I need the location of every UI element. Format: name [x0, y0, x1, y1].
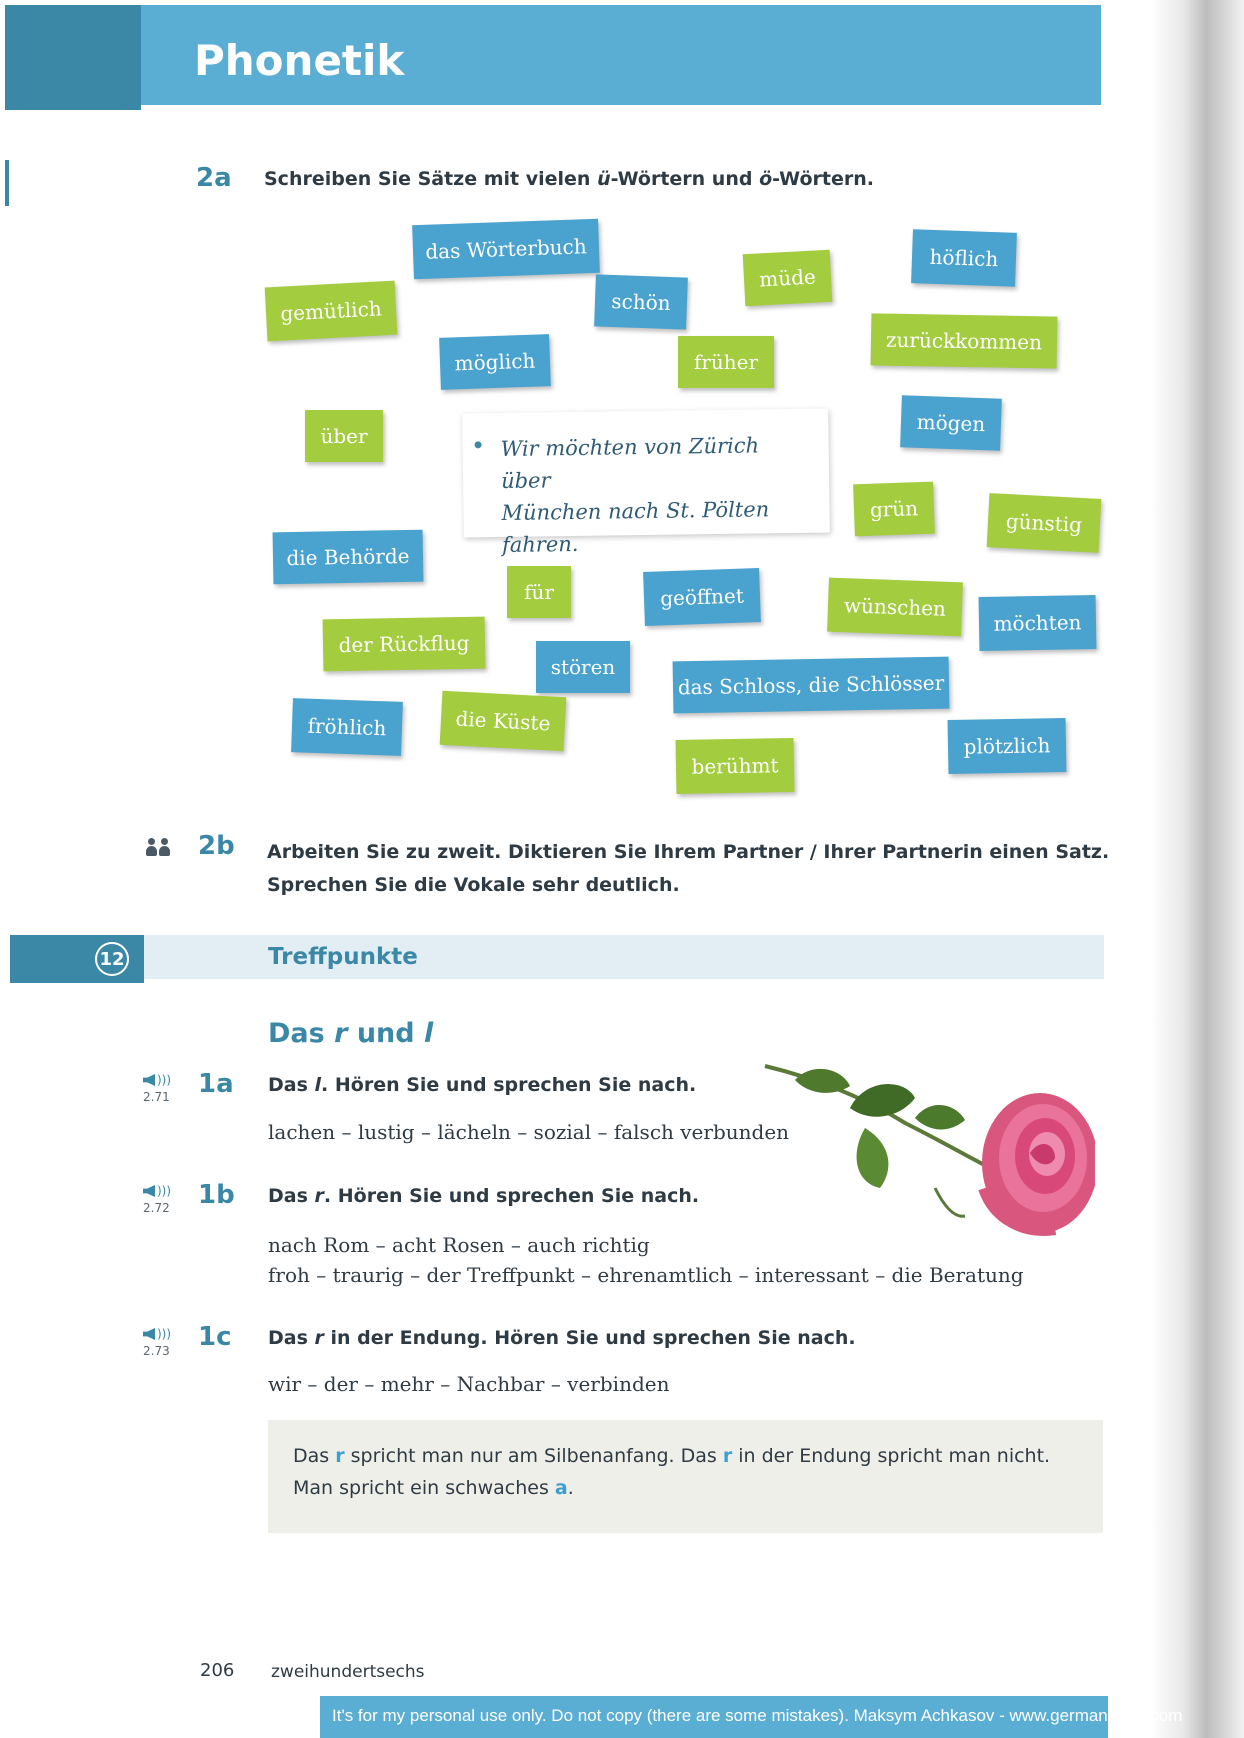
- word-card: müde: [743, 250, 833, 306]
- word-line: froh – traurig – der Treffpunkt – ehrenamtlich – interessant – die Beratung: [268, 1263, 1024, 1287]
- word-card: grün: [853, 482, 935, 537]
- rule-line: Das r spricht man nur am Silbenanfang. Das r in der Endung spricht man nicht.: [293, 1445, 1051, 1467]
- word-card: berühmt: [676, 738, 795, 794]
- exercise-1a-words: lachen – lustig – lächeln – sozial – falsch verbunden: [268, 1120, 790, 1144]
- word-card: wünschen: [827, 578, 963, 637]
- word-line: nach Rom – acht Rosen – auch richtig: [268, 1233, 650, 1257]
- example-line: München nach St. Pölten: [501, 497, 770, 526]
- page-shadow-edge: [1150, 0, 1244, 1738]
- word-card: plötzlich: [948, 718, 1067, 774]
- exercise-2b-number: 2b: [198, 831, 235, 861]
- exercise-2a-instruction: Schreiben Sie Sätze mit vielen ü-Wörtern und ö-Wörtern.: [264, 168, 874, 190]
- word-card: möglich: [439, 334, 551, 390]
- page-number: 206: [200, 1660, 235, 1681]
- word-card: der Rückflug: [323, 617, 486, 672]
- partner-work-icon: [146, 838, 170, 858]
- rule-info-box: [268, 1420, 1103, 1533]
- header-accent-block: [5, 5, 141, 110]
- word-card: mögen: [900, 395, 1002, 450]
- example-line: fahren.: [501, 531, 579, 558]
- exercise-1a-instruction: Das l. Hören Sie und sprechen Sie nach.: [268, 1074, 697, 1096]
- example-sentence: [500, 429, 812, 561]
- word-card: fröhlich: [291, 698, 403, 756]
- word-card: höflich: [911, 229, 1017, 287]
- track-number: 2.72: [143, 1201, 170, 1215]
- instruction-line: Arbeiten Sie zu zweit. Diktieren Sie Ihrem Partner / Ihrer Partnerin einen Satz.: [267, 841, 1110, 863]
- exercise-1b-number: 1b: [198, 1180, 235, 1210]
- bullet-dot: [475, 441, 482, 448]
- exercise-1c-number: 1c: [198, 1322, 232, 1352]
- track-number: 2.71: [143, 1090, 170, 1104]
- word-card: schön: [594, 274, 688, 329]
- exercise-1c-instruction: Das r in der Endung. Hören Sie und sprechen Sie nach.: [268, 1327, 856, 1349]
- exercise-2b-instruction: [267, 836, 1109, 902]
- page-number-word: zweihundertsechs: [271, 1662, 425, 1682]
- word-card: möchten: [979, 595, 1097, 651]
- audio-1c[interactable]: [143, 1328, 171, 1358]
- audio-1a[interactable]: [143, 1074, 171, 1104]
- chapter-badge: 12: [95, 942, 129, 976]
- speaker-icon[interactable]: ))): [143, 1328, 171, 1340]
- word-card: günstig: [987, 493, 1102, 553]
- word-card: über: [305, 410, 383, 462]
- exercise-1b-instruction: Das r. Hören Sie und sprechen Sie nach.: [268, 1185, 700, 1207]
- side-marker: [5, 160, 9, 206]
- rule-line: Man spricht ein schwaches a.: [293, 1477, 574, 1499]
- footer-notice-bar: [320, 1696, 1183, 1738]
- example-sentence-note: [462, 408, 830, 558]
- word-card: die Behörde: [273, 530, 424, 585]
- word-card: gemütlich: [265, 281, 398, 342]
- word-card: für: [507, 566, 571, 618]
- section-title: Das r und l: [268, 1018, 434, 1049]
- instruction-line: Sprechen Sie die Vokale sehr deutlich.: [267, 874, 680, 896]
- word-card: zurückkommen: [871, 313, 1058, 368]
- exercise-1b-words: [268, 1230, 1024, 1290]
- word-card: die Küste: [440, 691, 567, 751]
- track-number: 2.73: [143, 1344, 170, 1358]
- word-card: früher: [678, 336, 774, 388]
- speaker-icon[interactable]: ))): [143, 1185, 171, 1197]
- word-card: das Wörterbuch: [412, 219, 600, 279]
- footer-notice: It's for my personal use only. Do not copy (there are some mistakes). Maksym Achkasov - www.german4real.com: [332, 1706, 1183, 1725]
- audio-1b[interactable]: [143, 1185, 171, 1215]
- exercise-2a-number: 2a: [196, 163, 232, 193]
- word-card: das Schloss, die Schlösser: [673, 657, 950, 714]
- exercise-1c-words: wir – der – mehr – Nachbar – verbinden: [268, 1372, 670, 1396]
- word-card: geöffnet: [643, 568, 761, 626]
- rule-text: [293, 1440, 1050, 1504]
- page-title: Phonetik: [194, 36, 405, 85]
- rose-image: [755, 1058, 1095, 1248]
- example-line: Wir möchten von Zürich über: [500, 433, 760, 494]
- section-bar-title: Treffpunkte: [268, 944, 418, 970]
- speaker-icon[interactable]: ))): [143, 1074, 171, 1086]
- exercise-1a-number: 1a: [198, 1069, 234, 1099]
- word-card: stören: [536, 641, 630, 693]
